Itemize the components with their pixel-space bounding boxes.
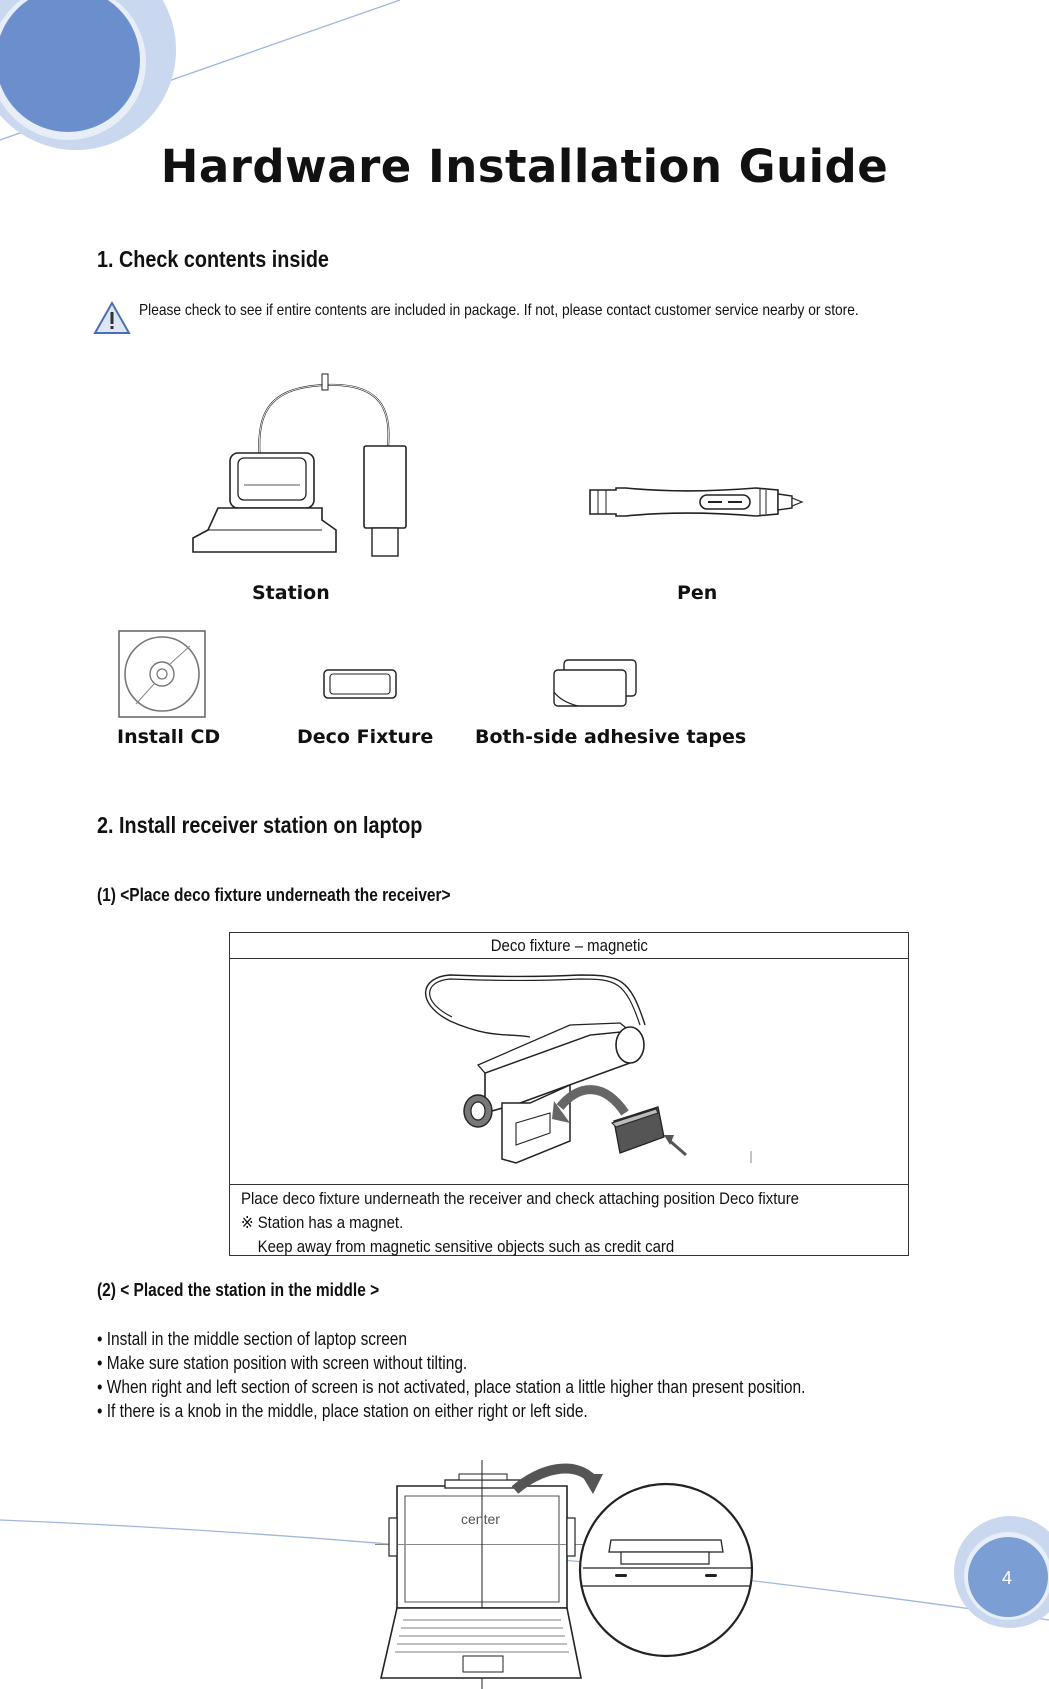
page-title: Hardware Installation Guide — [160, 140, 889, 193]
deco-fixture-table — [229, 932, 909, 1256]
laptop-placement-diagram — [375, 1460, 775, 1689]
deco-fixture-attach-illustration — [230, 959, 908, 1185]
table-header: Deco fixture – magnetic — [230, 933, 908, 959]
receiver-with-fixture-illustration — [420, 973, 780, 1173]
step-2-bullets — [97, 1327, 921, 1423]
station-label: Station — [252, 582, 330, 604]
bullet-item: • When right and left section of screen is not activated, place station a little higher than present position. — [97, 1377, 806, 1397]
step-1-heading: (1) <Place deco fixture underneath the receiver> — [97, 885, 451, 905]
table-note: Place deco fixture underneath the receiver and check attaching position Deco fixture — [241, 1189, 800, 1208]
section-2-heading: 2. Install receiver station on laptop — [97, 812, 423, 838]
warning-triangle-icon — [92, 300, 132, 336]
section-1-heading: 1. Check contents inside — [97, 246, 329, 272]
table-notes — [230, 1185, 908, 1261]
adhesive-tape-illustration — [550, 656, 640, 710]
pen-label: Pen — [677, 582, 718, 604]
deco-fixture-illustration — [320, 666, 400, 702]
table-note: Keep away from magnetic sensitive objects such as credit card — [241, 1237, 675, 1256]
notice-text: Please check to see if entire contents are included in package. If not, please contact customer service nearby or store. — [139, 302, 859, 319]
center-label: center — [461, 1511, 500, 1527]
install-cd-label: Install CD — [117, 726, 221, 748]
pen-illustration — [586, 484, 810, 524]
station-illustration — [190, 380, 420, 560]
install-cd-illustration — [118, 630, 208, 718]
adhesive-tapes-label: Both-side adhesive tapes — [475, 726, 747, 748]
bullet-item: • Make sure station position with screen without tilting. — [97, 1353, 468, 1373]
bullet-item: • If there is a knob in the middle, place station on either right or left side. — [97, 1401, 588, 1421]
step-2-heading: (2) < Placed the station in the middle > — [97, 1280, 380, 1300]
bullet-item: • Install in the middle section of laptop screen — [97, 1329, 408, 1349]
decoration-top-left — [0, 0, 420, 160]
deco-fixture-label: Deco Fixture — [297, 726, 434, 748]
table-note: ※ Station has a magnet. — [241, 1213, 404, 1232]
page-number: 4 — [1001, 1568, 1012, 1588]
